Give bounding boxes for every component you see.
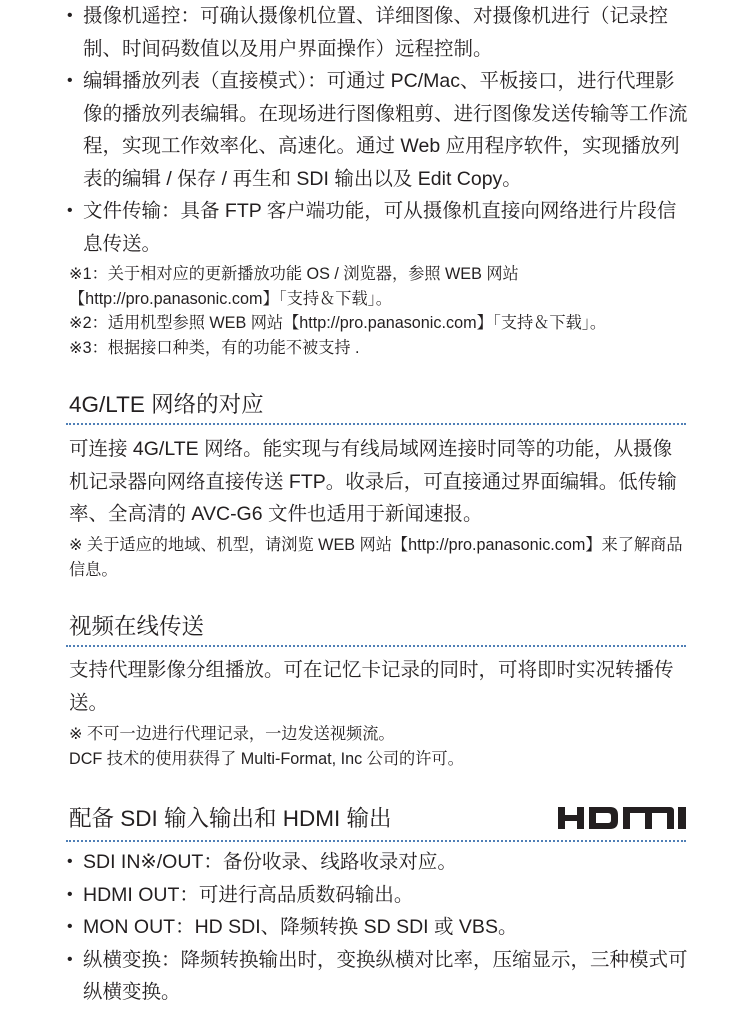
list-item: • 纵横变换：降频转换输出时，变换纵横对比率，压缩显示，三种模式可纵横变换。 bbox=[66, 944, 688, 1009]
section-note-lte bbox=[66, 533, 688, 582]
footnote: ※1：关于相对应的更新播放功能 OS / 浏览器，参照 WEB 网站【http://pro.panasonic.com】「支持＆下载」。 bbox=[69, 265, 519, 308]
list-item: • SDI IN※/OUT：备份收录、线路收录对应。 bbox=[66, 846, 688, 879]
section-divider bbox=[66, 840, 686, 842]
hdmi-logo bbox=[558, 804, 686, 832]
footnote: DCF 技术的使用获得了 Multi-Format, Inc 公司的许可。 bbox=[69, 749, 464, 768]
section-notes-streaming bbox=[66, 722, 688, 771]
footnote: ※ 不可一边进行代理记录，一边发送视频流。 bbox=[69, 725, 395, 743]
intro-bullet-list bbox=[66, 0, 688, 260]
list-item: • 编辑播放列表（直接模式）：可通过 PC/Mac、平板接口，进行代理影像的播放列表编辑。在现场进行图像粗剪、进行图像发送传输等工作流程，实现工作效率化、高速化。通过 Web 应用程序软件，实现播放列表的编辑 / 保存 / 再生和 SDI 输出以及 Edit Copy。 bbox=[66, 65, 688, 195]
section-divider bbox=[66, 423, 686, 425]
footnote: ※3：根据接口种类，有的功能不被支持 . bbox=[69, 338, 360, 357]
paragraph: 支持代理影像分组播放。可在记忆卡记录的同时，可将即时实况转播传送。 bbox=[69, 659, 674, 714]
sdi-hdmi-bullet-list bbox=[66, 846, 688, 1009]
list-item: • HDMI OUT：可进行高品质数码输出。 bbox=[66, 879, 688, 912]
footnote: ※2：适用机型参照 WEB 网站【http://pro.panasonic.com】「支持＆下载」。 bbox=[69, 314, 607, 332]
list-item: • MON OUT：HD SDI、降频转换 SD SDI 或 VBS。 bbox=[66, 911, 688, 944]
paragraph: 可连接 4G/LTE 网络。能实现与有线局域网连接时同等的功能，从摄像机记录器向网络直接传送 FTP。收录后，可直接通过界面编辑。低传输率、全高清的 AVC-G6 文件也适用于新闻速报。 bbox=[69, 438, 677, 525]
section-body-lte bbox=[66, 433, 688, 531]
footnote: ※ 关于适应的地域、机型，请浏览 WEB 网站【http://pro.panasonic.com】来了解商品信息。 bbox=[69, 536, 683, 579]
list-item: • 摄像机遥控：可确认摄像机位置、详细图像、对摄像机进行（记录控制、时间码数值以及用户界面操作）远程控制。 bbox=[66, 0, 688, 65]
section-title-sdi-hdmi: 配备 SDI 输入输出和 HDMI 输出 bbox=[69, 806, 392, 831]
list-item: • 文件传输：具备 FTP 客户端功能，可从摄像机直接向网络进行片段信息传送。 bbox=[66, 195, 688, 260]
section-title-lte: 4G/LTE 网络的对应 bbox=[69, 392, 264, 417]
intro-notes bbox=[66, 262, 688, 360]
section-title-streaming: 视频在线传送 bbox=[69, 614, 205, 639]
section-divider bbox=[66, 645, 686, 647]
section-body-streaming bbox=[66, 654, 688, 719]
